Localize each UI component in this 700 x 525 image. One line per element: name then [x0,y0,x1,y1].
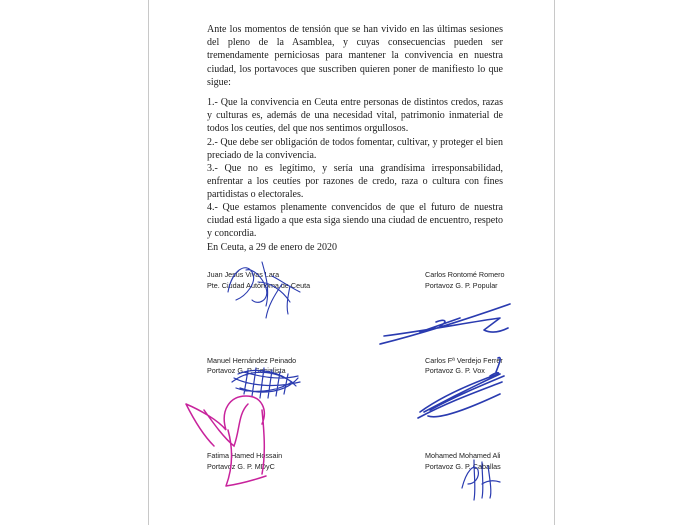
signatory-role-hamed: Portavoz G. P. MDyC [207,462,275,471]
signatory-role-vivas: Pte. Ciudad Autónoma de Ceuta [207,281,311,290]
signatory-role-mohamed: Portavoz G. P. Caballas [425,462,501,471]
point-3: 3.- Que no es legítimo, y sería una grandísima irresponsabilidad, enfrentar a los ceutíes por razones de credo, raza o cultura con fines partidistas o electorales. [207,163,503,201]
signatory-name-hernandez: Manuel Hernández Peinado [207,356,297,365]
signatory-role-hernandez: Portavoz G. P. Socialista [207,366,286,375]
signatory-name-rontome: Carlos Rontomé Romero [425,270,505,279]
signatory-role-verdejo: Portavoz G. P. Vox [425,366,485,375]
signatory-name-hamed: Fatima Hamed Hossain [207,451,283,460]
dateline: En Ceuta, a 29 de enero de 2020 [207,242,337,253]
point-4: 4.- Que estamos plenamente convencidos de que el futuro de nuestra ciudad está ligado a que esta siga siendo una ciudad de encuentro, respeto y concordia. [207,202,503,240]
point-1: 1.- Que la convivencia en Ceuta entre personas de distintos credos, razas y culturas es, además de una necesidad vital, patrimonio inmaterial de todos los ceutíes, del que nos sentimos orgullosos. [207,97,503,135]
point-2: 2.- Que debe ser obligación de todos fomentar, cultivar, y proteger el bien preciado de la convivencia. [207,137,503,162]
intro-paragraph: Ante los momentos de tensión que se han vivido en las últimas sesiones del pleno de la Asamblea, y cuyas consecuencias pueden ser tremendamente perniciosas para mantener la convivencia en nuestra ciudad, los portavoces que suscriben quieren poner de manifiesto lo que sigue: [207,24,503,88]
signatory-role-rontome: Portavoz G. P. Popular [425,281,498,290]
signatory-name-mohamed: Mohamed Mohamed Ali [425,451,501,460]
signatory-name-verdejo: Carlos Fª Verdejo Ferrer [425,356,503,365]
signatory-name-vivas: Juan Jesús Vivas Lara [207,270,280,279]
